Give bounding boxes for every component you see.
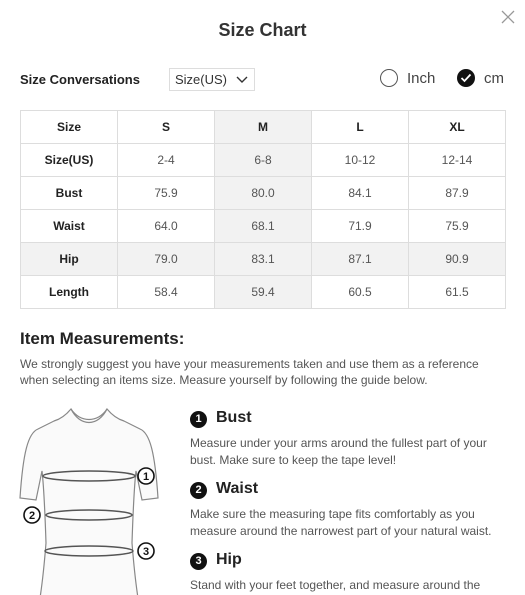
table-row <box>21 177 506 210</box>
table-cell: 83.1 <box>215 243 312 276</box>
chevron-down-icon <box>236 76 248 84</box>
table-row <box>21 144 506 177</box>
svg-text:3: 3 <box>142 546 150 558</box>
table-cell: 79.0 <box>118 243 215 276</box>
measurements-intro: We strongly suggest you have your measurements taken and use them as a reference when selecting an items size. Measure yourself by following the guide below. <box>20 357 479 387</box>
svg-text:2: 2 <box>28 510 36 522</box>
measurement-hip <box>190 551 510 594</box>
svg-text:1: 1 <box>142 471 150 483</box>
unit-label-cm: cm <box>484 70 504 87</box>
table-header-cell: XL <box>409 111 506 144</box>
table-row <box>21 210 506 243</box>
measurement-title: Waist <box>216 480 259 497</box>
table-cell: 90.9 <box>409 243 506 276</box>
measurement-description: Stand with your feet together, and measure around the <box>190 578 481 592</box>
conversion-row <box>20 68 505 94</box>
conversion-label: Size Conversations <box>20 72 140 87</box>
table-cell: 71.9 <box>312 210 409 243</box>
table-row-label: Waist <box>21 210 118 243</box>
table-header-cell: L <box>312 111 409 144</box>
table-row-label: Bust <box>21 177 118 210</box>
number-badge: 2 <box>190 482 207 499</box>
table-cell: 87.1 <box>312 243 409 276</box>
table-row <box>21 243 506 276</box>
table-cell: 64.0 <box>118 210 215 243</box>
table-cell: 58.4 <box>118 276 215 309</box>
table-cell: 6-8 <box>215 144 312 177</box>
table-header-cell: Size <box>21 111 118 144</box>
table-cell: 12-14 <box>409 144 506 177</box>
measurement-title: Hip <box>216 551 242 568</box>
hip-marker <box>138 543 154 559</box>
size-system-select[interactable] <box>169 68 255 91</box>
radio-unchecked-icon <box>380 69 398 87</box>
table-cell: 75.9 <box>118 177 215 210</box>
table-header-cell: S <box>118 111 215 144</box>
measurement-description: Make sure the measuring tape fits comfortably as you measure around the narrowest part of your natural waist. <box>190 507 492 538</box>
table-cell: 60.5 <box>312 276 409 309</box>
table-cell: 2-4 <box>118 144 215 177</box>
number-badge: 3 <box>190 553 207 570</box>
table-cell: 10-12 <box>312 144 409 177</box>
waist-marker <box>24 507 40 523</box>
number-badge: 1 <box>190 411 207 428</box>
size-table <box>20 110 506 309</box>
table-header-row <box>21 111 506 144</box>
table-cell: 61.5 <box>409 276 506 309</box>
table-row <box>21 276 506 309</box>
table-cell: 84.1 <box>312 177 409 210</box>
table-cell: 59.4 <box>215 276 312 309</box>
measurement-title: Bust <box>216 409 252 426</box>
table-row-label: Hip <box>21 243 118 276</box>
table-header-cell: M <box>215 111 312 144</box>
bust-marker <box>138 468 154 484</box>
dialog-title: Size Chart <box>218 20 307 40</box>
size-system-value: Size(US) <box>175 72 228 87</box>
measurement-bust <box>190 409 510 469</box>
table-cell: 75.9 <box>409 210 506 243</box>
table-cell: 80.0 <box>215 177 312 210</box>
measurements-heading: Item Measurements: <box>20 329 185 348</box>
measurement-description: Measure under your arms around the fullest part of your bust. Make sure to keep the tape level! <box>190 436 487 467</box>
radio-checked-icon <box>457 69 475 87</box>
measurement-waist <box>190 480 510 540</box>
unit-label-inch: Inch <box>407 70 436 87</box>
table-cell: 87.9 <box>409 177 506 210</box>
dress-measurement-figure <box>14 403 164 595</box>
table-cell: 68.1 <box>215 210 312 243</box>
table-row-label: Length <box>21 276 118 309</box>
table-row-label: Size(US) <box>21 144 118 177</box>
